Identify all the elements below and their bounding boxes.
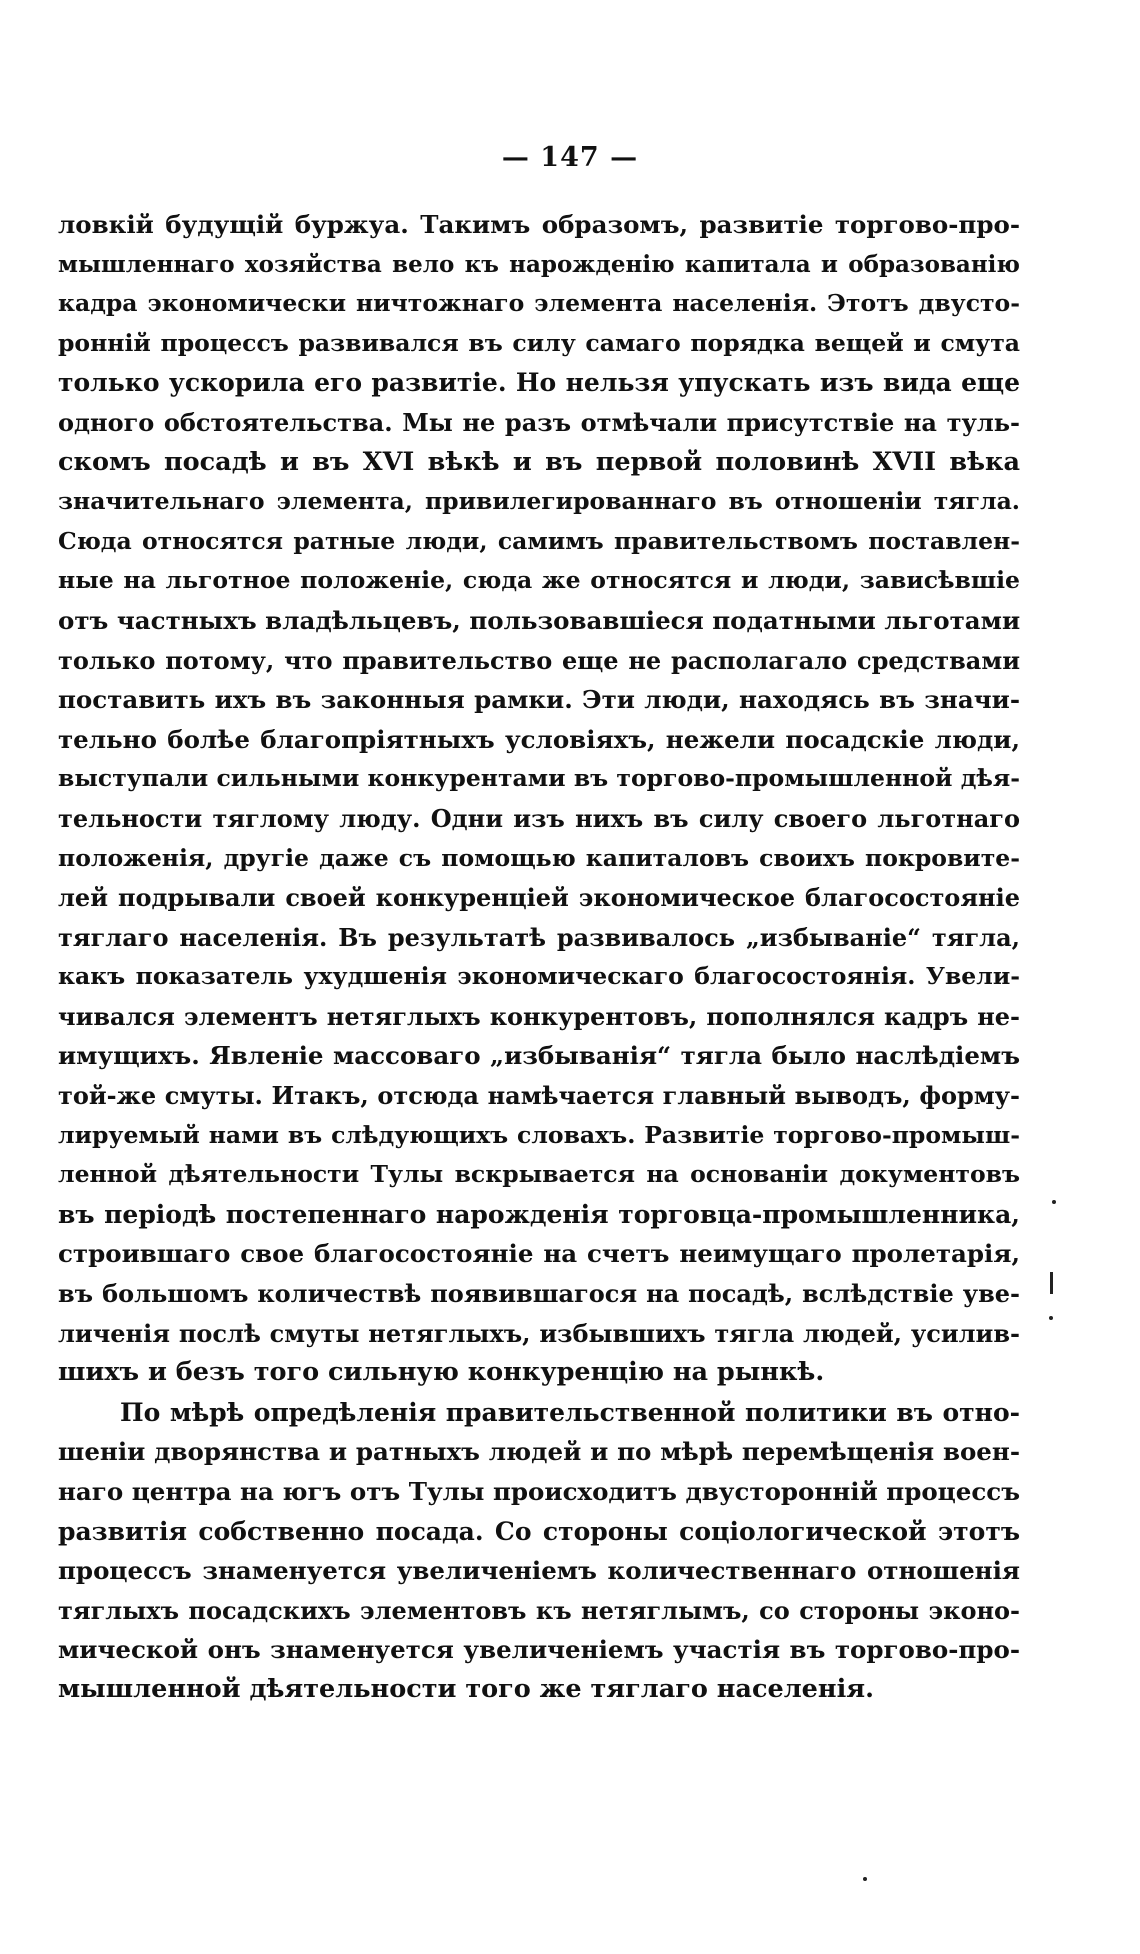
text-line: какъ показатель ухудшенія экономическаго благосостоянія. Увели- — [58, 962, 1020, 991]
text-line: тяглаго населенія. Въ результатѣ развивалось „избываніе“ тягла, — [58, 922, 1020, 952]
text-line: шихъ и безъ того сильную конкуренцію на рынкѣ. — [58, 1357, 825, 1388]
paragraph-2 — [58, 1393, 1020, 1710]
text-line: одного обстоятельства. Мы не разъ отмѣчали присутствіе на туль- — [58, 407, 1020, 437]
margin-speck — [1049, 1316, 1053, 1320]
text-line: въ большомъ количествѣ появившагося на посадѣ, вслѣдствіе уве- — [58, 1279, 1020, 1309]
text-line: ловкій будущій буржуа. Такимъ образомъ, развитіе торгово-про- — [58, 210, 1020, 239]
text-line: той-же смуты. Итакъ, отсюда намѣчается главный выводъ, форму- — [58, 1081, 1020, 1111]
text-line: мической онъ знаменуется увеличеніемъ участія въ торгово-про- — [58, 1635, 1020, 1665]
text-line: ные на льготное положеніе, сюда же относятся и люди, зависѣвшіе — [58, 566, 1020, 595]
text-line: поставить ихъ въ законныя рамки. Эти люди, находясь въ значи- — [58, 685, 1020, 715]
text-line: личенія послѣ смуты нетяглыхъ, избывшихъ тягла людей, усилив- — [58, 1318, 1020, 1348]
margin-speck — [1050, 1272, 1053, 1294]
text-line: тельно болѣе благопріятныхъ условіяхъ, нежели посадскіе люди, — [58, 724, 1020, 754]
text-line: только потому, что правительство еще не располагало средствами — [58, 645, 1020, 675]
text-line: наго центра на югъ отъ Тулы происходитъ двусторонній процессъ — [58, 1477, 1020, 1506]
text-line: строившаго свое благосостояніе на счетъ неимущаго пролетарія, — [58, 1239, 1020, 1269]
text-line: скомъ посадѣ и въ XVI вѣкѣ и въ первой половинѣ XVII вѣка — [58, 446, 1020, 477]
text-line: ленной дѣятельности Тулы вскрывается на основаніи документовъ — [58, 1160, 1020, 1189]
text-line: тельности тяглому люду. Одни изъ нихъ въ силу своего льготнаго — [58, 803, 1020, 833]
text-line: кадра экономически ничтожнаго элемента населенія. Этотъ двусто- — [58, 289, 1020, 318]
body-text — [58, 205, 1020, 1710]
text-line: ронній процессъ развивался въ силу самаго порядка вещей и смута — [58, 328, 1020, 357]
text-line: мышленной дѣятельности того же тяглаго населенія. — [58, 1673, 874, 1704]
page-number: — 147 — — [501, 142, 639, 173]
text-line: значительнаго элемента, привилегированнаго въ отношеніи тягла. — [58, 487, 1020, 516]
text-line: мышленнаго хозяйства вело къ нарожденію капитала и образованію — [58, 250, 1020, 278]
text-line: чивался элементъ нетяглыхъ конкурентовъ, пополнялся кадръ не- — [58, 1001, 1020, 1031]
text-line: процессъ знаменуется увеличеніемъ количественнаго отношенія — [58, 1556, 1020, 1586]
text-line: По мѣрѣ опредѣленія правительственной политики въ отно- — [120, 1397, 1020, 1427]
text-line: лей подрывали своей конкуренціей экономическое благосостояніе — [58, 883, 1020, 913]
margin-speck — [863, 1877, 867, 1881]
text-line: Сюда относятся ратные люди, самимъ правительствомъ поставлен- — [58, 526, 1020, 555]
margin-speck — [1052, 1200, 1056, 1204]
text-line: имущихъ. Явленіе массоваго „избыванія“ тягла было наслѣдіемъ — [58, 1041, 1020, 1071]
text-line: въ періодѣ постепеннаго нарожденія торговца-промышленника, — [58, 1199, 1020, 1229]
text-line: шеніи дворянства и ратныхъ людей и по мѣрѣ перемѣщенія воен- — [58, 1437, 1020, 1467]
text-line: лируемый нами въ слѣдующихъ словахъ. Развитіе торгово-промыш- — [58, 1120, 1020, 1149]
text-line: отъ частныхъ владѣльцевъ, пользовавшіеся податными льготами — [58, 605, 1020, 635]
text-line: развитія собственно посада. Со стороны соціологической этотъ — [58, 1516, 1020, 1546]
text-line: тяглыхъ посадскихъ элементовъ къ нетяглымъ, со стороны эконо- — [58, 1595, 1020, 1625]
text-line: только ускорила его развитіе. Но нельзя упускать изъ вида еще — [58, 368, 1020, 398]
text-line: положенія, другіе даже съ помощью капиталовъ своихъ покровите- — [58, 843, 1020, 872]
text-line: выступали сильными конкурентами въ торгово-промышленной дѣя- — [58, 764, 1020, 793]
paragraph-1 — [58, 205, 1020, 1393]
